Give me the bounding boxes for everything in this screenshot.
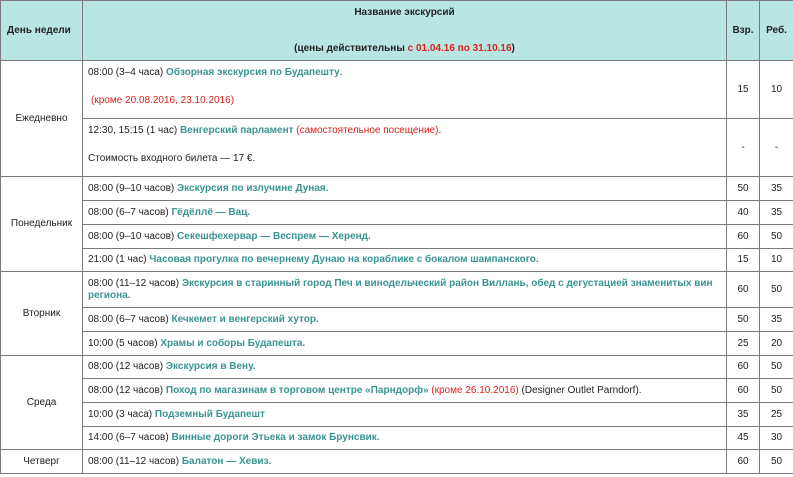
adult-price: 60 (727, 450, 760, 474)
day-cell-tuesday: Вторник (1, 272, 83, 356)
tour-time: 08:00 (3–4 часа) (88, 67, 167, 78)
day-column-header: День недели (1, 1, 83, 61)
tour-cell (83, 332, 727, 356)
table-row (1, 356, 793, 379)
tour-time: 08:00 (11–12 часов) (88, 455, 182, 467)
adult-price: 15 (727, 249, 760, 272)
tour-exception-note: (кроме 20.08.2016, 23.10.2016) (91, 95, 235, 106)
tour-time: 08:00 (6–7 часов) (88, 206, 172, 218)
adult-price: 15 (727, 61, 760, 119)
table-row (1, 379, 793, 403)
tour-cell (83, 379, 727, 403)
tour-cell (83, 201, 727, 225)
tour-cell: 08:00 (3–4 часа) Обзорная экскурсия по Будапешту. (кроме 20.08.2016, 23.10.2016) (83, 61, 727, 119)
adult-price: 35 (727, 403, 760, 427)
tour-cell (83, 225, 727, 249)
child-price: 30 (760, 427, 793, 450)
child-price: 50 (760, 356, 793, 379)
adult-price: 50 (727, 308, 760, 332)
child-price: 35 (760, 308, 793, 332)
tour-name: Экскурсия в старинный город Печ и винодельческий район Виллань, обед с дегустацией знаменитых вин региона. (88, 277, 713, 301)
adult-price: 60 (727, 272, 760, 308)
adult-price: 40 (727, 201, 760, 225)
tour-time: 08:00 (11–12 часов) (88, 277, 182, 289)
child-column-header: Реб. (760, 1, 793, 61)
tour-cell (83, 177, 727, 201)
day-cell-daily: Ежедневно (1, 61, 83, 177)
day-cell-thursday: Четверг (1, 450, 83, 474)
table-row (1, 201, 793, 225)
table-row (1, 249, 793, 272)
tour-time: 08:00 (12 часов) (88, 361, 166, 372)
tour-time: 12:30, 15:15 (1 час) (88, 125, 180, 136)
tour-cell (83, 308, 727, 332)
table-row (1, 119, 793, 177)
tour-time: 21:00 (1 час) (88, 254, 150, 265)
tour-name: Венгерский парламент (179, 125, 294, 136)
tour-cell (83, 403, 727, 427)
price-validity-note: (цены действительны с 01.04.16 по 31.10.16) (294, 43, 515, 54)
child-price: 35 (760, 177, 793, 201)
table-row (1, 308, 793, 332)
tour-cell (83, 450, 727, 474)
price-validity-dates: с 01.04.16 по 31.10.16 (407, 43, 512, 54)
child-price: 50 (760, 225, 793, 249)
table-row (1, 427, 793, 450)
child-price: 25 (760, 403, 793, 427)
day-cell-monday: Понедельник (1, 177, 83, 272)
tour-cell: 12:30, 15:15 (1 час) Венгерский парламент (самостоятельное посещение). Стоимость входного билета — 17 €. (83, 119, 727, 177)
tour-name: Часовая прогулка по вечернему Дунаю на кораблике с бокалом шампанского. (149, 254, 539, 265)
tour-name: Винные дороги Этьека и замок Брунсвик. (171, 432, 380, 443)
tour-red-note: (самостоятельное посещение) (293, 125, 439, 136)
adult-price: 50 (727, 177, 760, 201)
adult-price: 60 (727, 379, 760, 403)
tour-name: Кечкемет и венгерский хутор. (171, 313, 319, 325)
child-price: 10 (760, 61, 793, 119)
tour-name: Подземный Будапешт (154, 408, 265, 420)
table-row (1, 332, 793, 356)
tour-time: 08:00 (6–7 часов) (88, 313, 172, 325)
tour-name: Храмы и соборы Будапешта. (160, 337, 306, 349)
header-row (1, 1, 793, 61)
child-price: 35 (760, 201, 793, 225)
child-price: 50 (760, 450, 793, 474)
table-row (1, 61, 793, 119)
table-row (1, 177, 793, 201)
tours-column-header (83, 1, 727, 61)
table-row (1, 450, 793, 474)
tour-name: Секешфехервар — Веспрем — Херенд. (177, 230, 371, 242)
tour-time: 08:00 (9–10 часов) (88, 182, 178, 194)
tours-column-title: Название экскурсий (354, 7, 455, 18)
adult-price: 60 (727, 225, 760, 249)
tour-cell (83, 249, 727, 272)
tour-name: Экскурсия в Вену. (165, 361, 256, 372)
adult-price: 45 (727, 427, 760, 450)
adult-price: 25 (727, 332, 760, 356)
tour-cell (83, 356, 727, 379)
child-price: 10 (760, 249, 793, 272)
child-price: 20 (760, 332, 793, 356)
day-cell-wednesday: Среда (1, 356, 83, 450)
tour-name: Поход по магазинам в торговом центре «Парндорф» (165, 384, 429, 396)
tour-time: 14:00 (6–7 часов) (88, 432, 172, 443)
tour-time: 10:00 (3 часа) (88, 408, 155, 420)
adult-price: - (727, 119, 760, 177)
tour-time: 08:00 (9–10 часов) (88, 230, 178, 242)
table-row (1, 225, 793, 249)
child-price: 50 (760, 379, 793, 403)
tour-time: 08:00 (12 часов) (88, 384, 166, 396)
child-price: - (760, 119, 793, 177)
tour-name: Экскурсия по излучине Дуная. (177, 182, 329, 194)
tour-name: Балатон — Хевиз. (181, 455, 272, 467)
table-row (1, 272, 793, 308)
adult-price: 60 (727, 356, 760, 379)
tour-extra-note: (Designer Outlet Parndorf). (518, 384, 642, 396)
tour-red-note: (кроме 26.10.2016) (428, 384, 519, 396)
tour-cell (83, 427, 727, 450)
table-row (1, 403, 793, 427)
tour-time: 10:00 (5 часов) (88, 337, 161, 349)
ticket-price-note: Стоимость входного билета — 17 €. (88, 153, 256, 164)
tour-name: Гёдёллё — Вац. (171, 206, 251, 218)
tour-name: Обзорная экскурсия по Будапешту (166, 67, 340, 78)
tour-cell (83, 272, 727, 308)
child-price: 50 (760, 272, 793, 308)
adult-column-header: Взр. (727, 1, 760, 61)
